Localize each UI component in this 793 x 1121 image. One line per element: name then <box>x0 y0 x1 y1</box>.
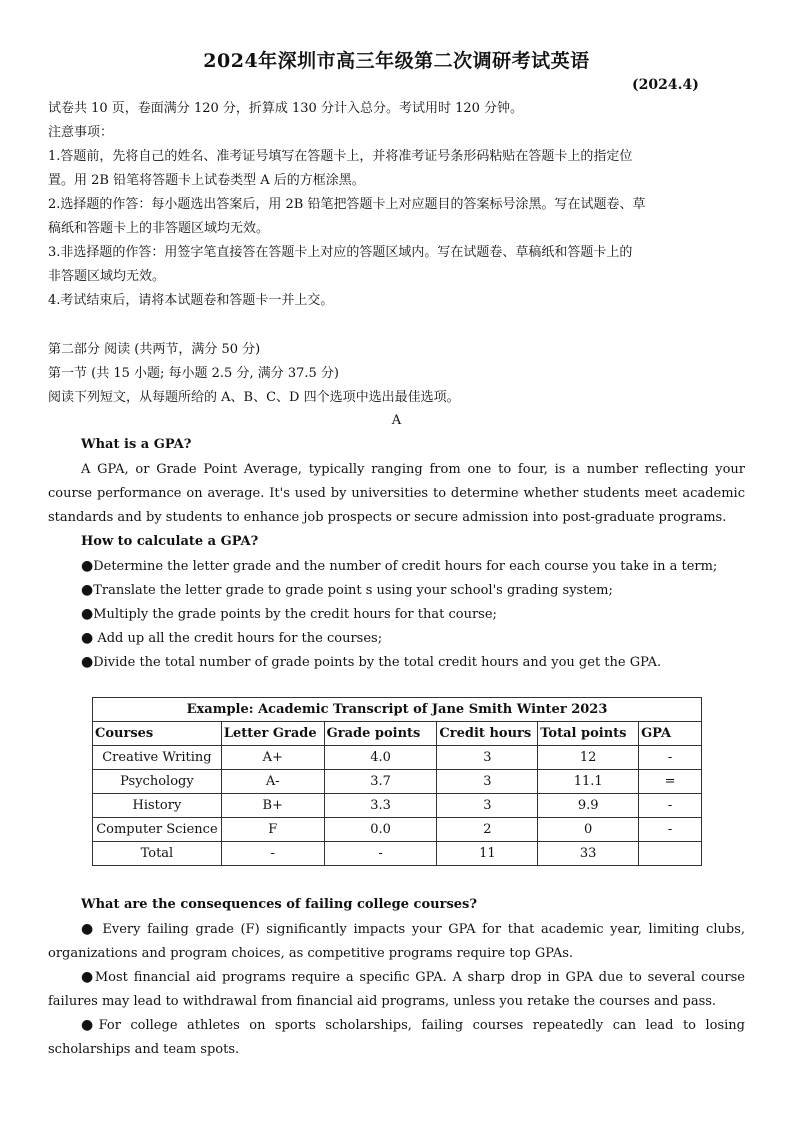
table-cell: - <box>221 842 324 866</box>
table-cell: A+ <box>221 746 324 770</box>
page-title: 2024年深圳市高三年级第二次调研考试英语 <box>203 50 590 72</box>
notice-item-2a: 2.选择题的作答：每小题选出答案后，用 2B 铅笔把答题卡上对应题目的答案标号涂黑。写在试题卷、草 <box>48 197 646 212</box>
table-row <box>93 746 702 770</box>
table-row <box>93 770 702 794</box>
table-cell: 2 <box>437 818 538 842</box>
table-cell: Total <box>93 842 222 866</box>
bullet-icon: ● <box>81 582 94 598</box>
table-cell: 11.1 <box>538 770 639 794</box>
bullet-icon: ● <box>81 1017 99 1033</box>
question-heading-gpa: What is a GPA? <box>81 437 192 452</box>
bullet-icon: ● <box>81 558 94 574</box>
table-cell: Creative Writing <box>93 746 222 770</box>
bullet-icon: ● <box>81 630 94 646</box>
table-cell: Psychology <box>93 770 222 794</box>
notice-item-2b: 稿纸和答题卡上的非答题区域均无效。 <box>48 221 270 236</box>
table-cell: 33 <box>538 842 639 866</box>
table-cell: 12 <box>538 746 639 770</box>
table-cell: 11 <box>437 842 538 866</box>
column-header: Letter Grade <box>221 722 324 746</box>
column-header: Grade points <box>324 722 437 746</box>
table-row <box>93 794 702 818</box>
table-cell: - <box>639 818 702 842</box>
table-cell: B+ <box>221 794 324 818</box>
table-cell: 3.7 <box>324 770 437 794</box>
part-heading: 第二部分 阅读 (共两节，满分 50 分) <box>48 342 261 357</box>
notice-item-3a: 3.非选择题的作答：用签字笔直接答在答题卡上对应的答题区域内。写在试题卷、草稿纸和答题卡上的 <box>48 245 633 260</box>
consequence-item: ● Every failing grade (F) significantly impacts your GPA for that academic year, limiting clubs, organizations and program choices, as competitive programs require top GPAs. <box>48 921 745 961</box>
table-cell: 3 <box>437 770 538 794</box>
exam-date: (2024.4) <box>632 77 699 93</box>
notice-item-4: 4.考试结束后，请将本试题卷和答题卡一并上交。 <box>48 293 334 308</box>
step-item: ●Divide the total number of grade points by the total credit hours and you get the GPA. <box>81 654 662 670</box>
step-item: ●Translate the letter grade to grade point s using your school's grading system; <box>81 582 613 598</box>
table-cell: 9.9 <box>538 794 639 818</box>
column-header: Credit hours <box>437 722 538 746</box>
question-heading-consequences: What are the consequences of failing college courses? <box>81 897 477 912</box>
table-cell: Computer Science <box>93 818 222 842</box>
step-item: ●Multiply the grade points by the credit hours for that course; <box>81 606 497 622</box>
table-cell: - <box>324 842 437 866</box>
bullet-icon: ● <box>81 606 94 622</box>
table-cell <box>639 842 702 866</box>
table-row <box>93 842 702 866</box>
subpart-heading: 第一节 (共 15 小题; 每小题 2.5 分, 满分 37.5 分) <box>48 366 340 381</box>
consequence-item: ●Most financial aid programs require a specific GPA. A sharp drop in GPA due to several course failures may lead to withdrawal from financial aid programs, unless you retake the courses and pass. <box>48 969 746 1009</box>
reading-instruction: 阅读下列短文，从每题所给的 A、B、C、D 四个选项中选出最佳选项。 <box>48 390 460 405</box>
table-cell: - <box>639 794 702 818</box>
question-heading-calc: How to calculate a GPA? <box>81 534 259 549</box>
table-cell: 4.0 <box>324 746 437 770</box>
column-header: GPA <box>639 722 702 746</box>
notice-item-1b: 置。用 2B 铅笔将答题卡上试卷类型 A 后的方框涂黑。 <box>48 173 365 188</box>
notice-heading: 注意事项： <box>48 125 114 140</box>
column-header: Courses <box>93 722 222 746</box>
table-cell: 0 <box>538 818 639 842</box>
step-item: ● Add up all the credit hours for the courses; <box>81 630 383 646</box>
table-cell: A- <box>221 770 324 794</box>
table-cell: 0.0 <box>324 818 437 842</box>
bullet-icon: ● <box>81 921 96 937</box>
exam-info: 试卷共 10 页，卷面满分 120 分，折算成 130 分计入总分。考试用时 120 分钟。 <box>48 101 524 116</box>
table-cell: = <box>639 770 702 794</box>
bullet-icon: ● <box>81 654 94 670</box>
table-cell: 3 <box>437 794 538 818</box>
table-header-row <box>93 722 702 746</box>
table-cell: History <box>93 794 222 818</box>
step-item: ●Determine the letter grade and the number of credit hours for each course you take in a term; <box>81 558 718 574</box>
passage-label: A <box>391 413 402 428</box>
table-cell: - <box>639 746 702 770</box>
transcript-table <box>92 697 702 866</box>
bullet-icon: ● <box>81 969 95 985</box>
table-cell: 3.3 <box>324 794 437 818</box>
table-cell: 3 <box>437 746 538 770</box>
gpa-definition: A GPA, or Grade Point Average, typically ranging from one to four, is a number reflecting your course performance on average. It's used by universities to determine whether students meet academic standards and by students to enhance job prospects or secure admission into post-graduate programs. <box>48 462 745 525</box>
notice-item-1a: 1.答题前，先将自己的姓名、准考证号填写在答题卡上，并将准考证号条形码粘贴在答题卡上的指定位 <box>48 149 633 164</box>
column-header: Total points <box>538 722 639 746</box>
table-caption: Example: Academic Transcript of Jane Smith Winter 2023 <box>93 698 702 722</box>
table-row <box>93 818 702 842</box>
notice-item-3b: 非答题区域均无效。 <box>48 269 166 284</box>
table-cell: F <box>221 818 324 842</box>
consequence-item: ●For college athletes on sports scholarships, failing courses repeatedly can lead to losing scholarships and team spots. <box>48 1017 745 1057</box>
